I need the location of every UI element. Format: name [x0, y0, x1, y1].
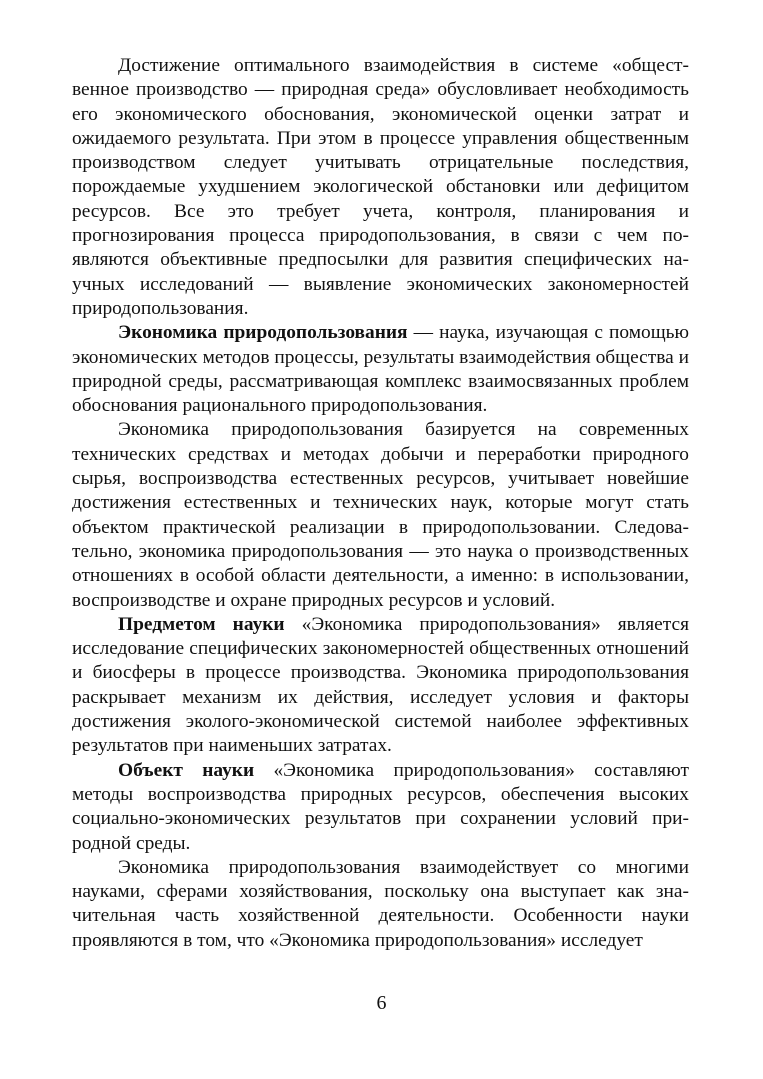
paragraph-5: [72, 759, 689, 856]
paragraph-1-text: Достижение оптимального взаимодействия в системе «общественное производство — природная среда» обусловливает необходимость его экономического обоснования, экономической оценки затрат и ожидаемого результата. При этом в процессе управления общественным производством следует учитывать отрицательные последствия, порождаемые ухудшением экологической обстановки или дефицитом ресурсов. Все это требует учета, контроля, планирования и прогнозирования процесса природопользования, в связи с чем появляются объективные предпосылки для развития специфических научных исследований — выявление экономических закономерностей природопользования.: [72, 55, 689, 319]
paragraph-4: [72, 613, 689, 759]
paragraph-5-bold: Объект науки: [118, 759, 255, 781]
page-number: 6: [376, 992, 387, 1014]
paragraph-3: [72, 418, 689, 612]
paragraph-4-text: «Экономика природопользования» является исследование специфических закономерностей общественных отношений и биосферы в процессе производства. Экономика природопользования раскрывает механизм их действия, исследует условия и факторы достижения эколого-экономической системой наиболее эффективных результатов при наименьших затратах.: [72, 613, 689, 757]
paragraph-2: [72, 321, 689, 418]
paragraph-2-bold: Экономика природопользования: [118, 322, 408, 344]
page-body: [72, 54, 689, 953]
paragraph-2-text: — наука, изучающая с помощью экономических методов процессы, результаты взаимодействия общества и природной среды, рассматривающая комплекс взаимосвязанных проблем обоснования рационального природопользования.: [72, 322, 689, 417]
paragraph-3-text: Экономика природопользования базируется на современных технических средствах и методах добычи и переработки природного сырья, воспроизводства естественных ресурсов, учитывает новейшие достижения естественных и технических наук, которые могут стать объектом практической реализации в природопользовании. Следовательно, экономика природопользования — это наука о производственных отношениях в особой области деятельности, а именно: в использовании, воспроизводстве и охране природных ресурсов и условий.: [72, 419, 689, 611]
paragraph-1: [72, 54, 689, 321]
paragraph-6-text: Экономика природопользования взаимодействует со многими науками, сферами хозяйствования, поскольку она выступает как значительная часть хозяйственной деятельности. Особенности науки проявляются в том, что «Экономика природопользования» исследует: [72, 856, 689, 951]
paragraph-4-bold: Предметом науки: [118, 613, 285, 635]
paragraph-5-text: «Экономика природопользования» составляют методы воспроизводства природных ресурсов, обеспечения высоких социально-экономических результатов при сохранении условий природной среды.: [72, 759, 689, 854]
paragraph-6: [72, 856, 689, 953]
